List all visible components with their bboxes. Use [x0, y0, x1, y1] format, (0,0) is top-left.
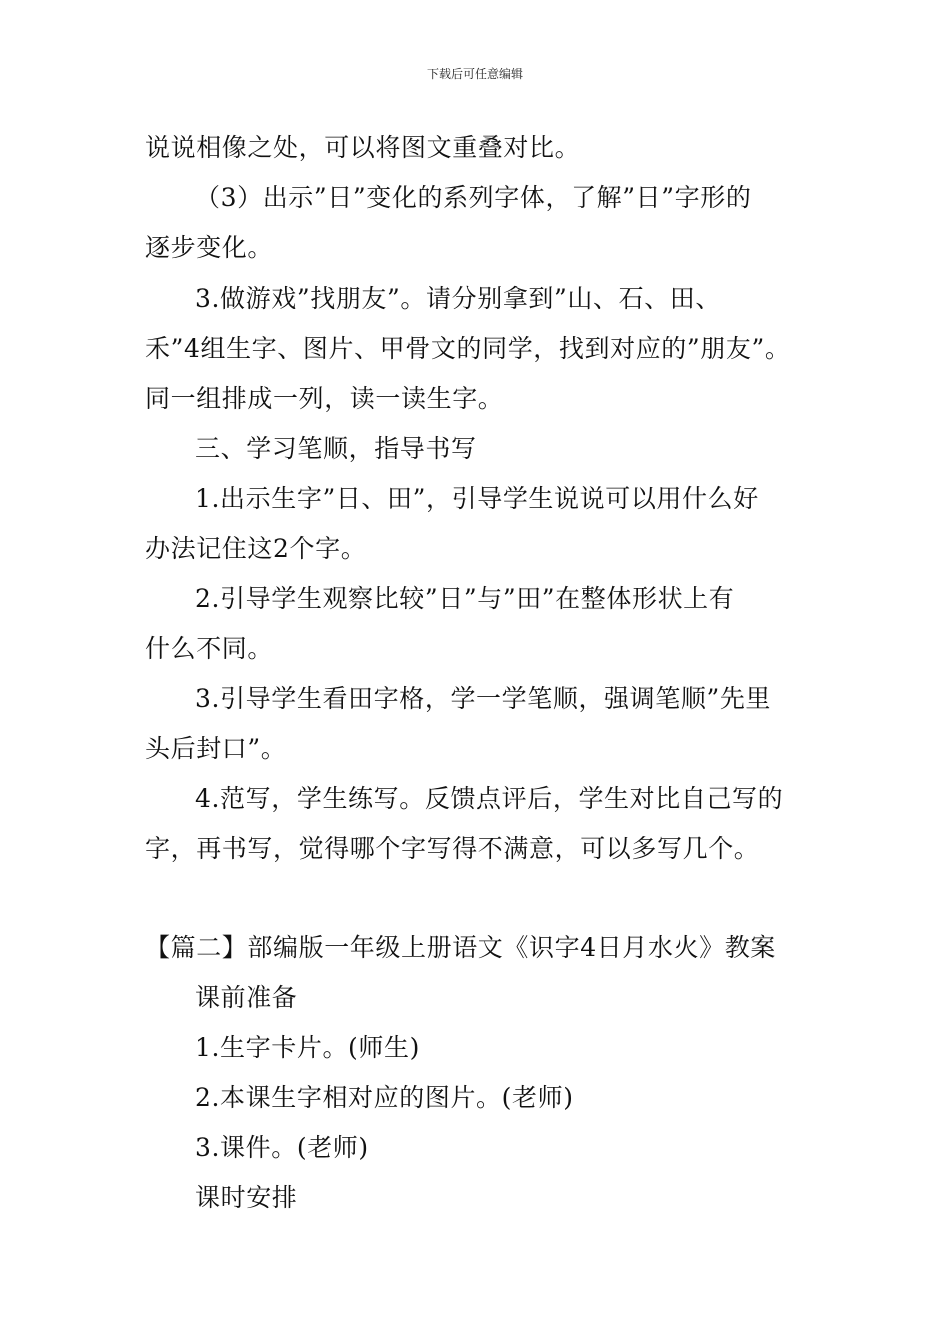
text-line: 3.做游戏”找朋友”。请分别拿到”山、石、田、 — [195, 284, 721, 313]
list-item: 1.生字卡片。(师生) — [195, 1033, 420, 1062]
text-line: 字，再书写，觉得哪个字写得不满意，可以多写几个。 — [145, 834, 760, 863]
text-line: 逐步变化。 — [145, 233, 274, 262]
text-line: 什么不同。 — [145, 634, 274, 663]
list-item: 3.课件。(老师) — [195, 1133, 369, 1162]
text-line: 4.范写，学生练写。反馈点评后，学生对比自己写的 — [195, 784, 784, 813]
text-line: 说说相像之处，可以将图文重叠对比。 — [145, 133, 581, 162]
text-line: 头后封口”。 — [145, 734, 287, 763]
text-line: 办法记住这2个字。 — [145, 534, 367, 563]
page-header: 下载后可任意编辑 — [426, 67, 523, 81]
section-heading: 课前准备 — [195, 983, 298, 1012]
text-line: 禾”4组生字、图片、甲骨文的同学，找到对应的”朋友”。 — [145, 334, 791, 363]
text-line: （3）出示”日”变化的系列字体，了解”日”字形的 — [195, 183, 752, 212]
list-item: 2.本课生字相对应的图片。(老师) — [195, 1083, 574, 1112]
section-heading: 课时安排 — [195, 1183, 298, 1212]
text-line: 2.引导学生观察比较”日”与”田”在整体形状上有 — [195, 584, 735, 613]
text-line: 同一组排成一列，读一读生字。 — [145, 384, 504, 413]
article-title: 【篇二】部编版一年级上册语文《识字4日月水火》教案 — [145, 933, 776, 962]
section-heading: 三、学习笔顺，指导书写 — [195, 434, 477, 463]
text-line: 3.引导学生看田字格，学一学笔顺，强调笔顺”先里 — [195, 684, 772, 713]
text-line: 1.出示生字”日、田”，引导学生说说可以用什么好 — [195, 484, 759, 513]
